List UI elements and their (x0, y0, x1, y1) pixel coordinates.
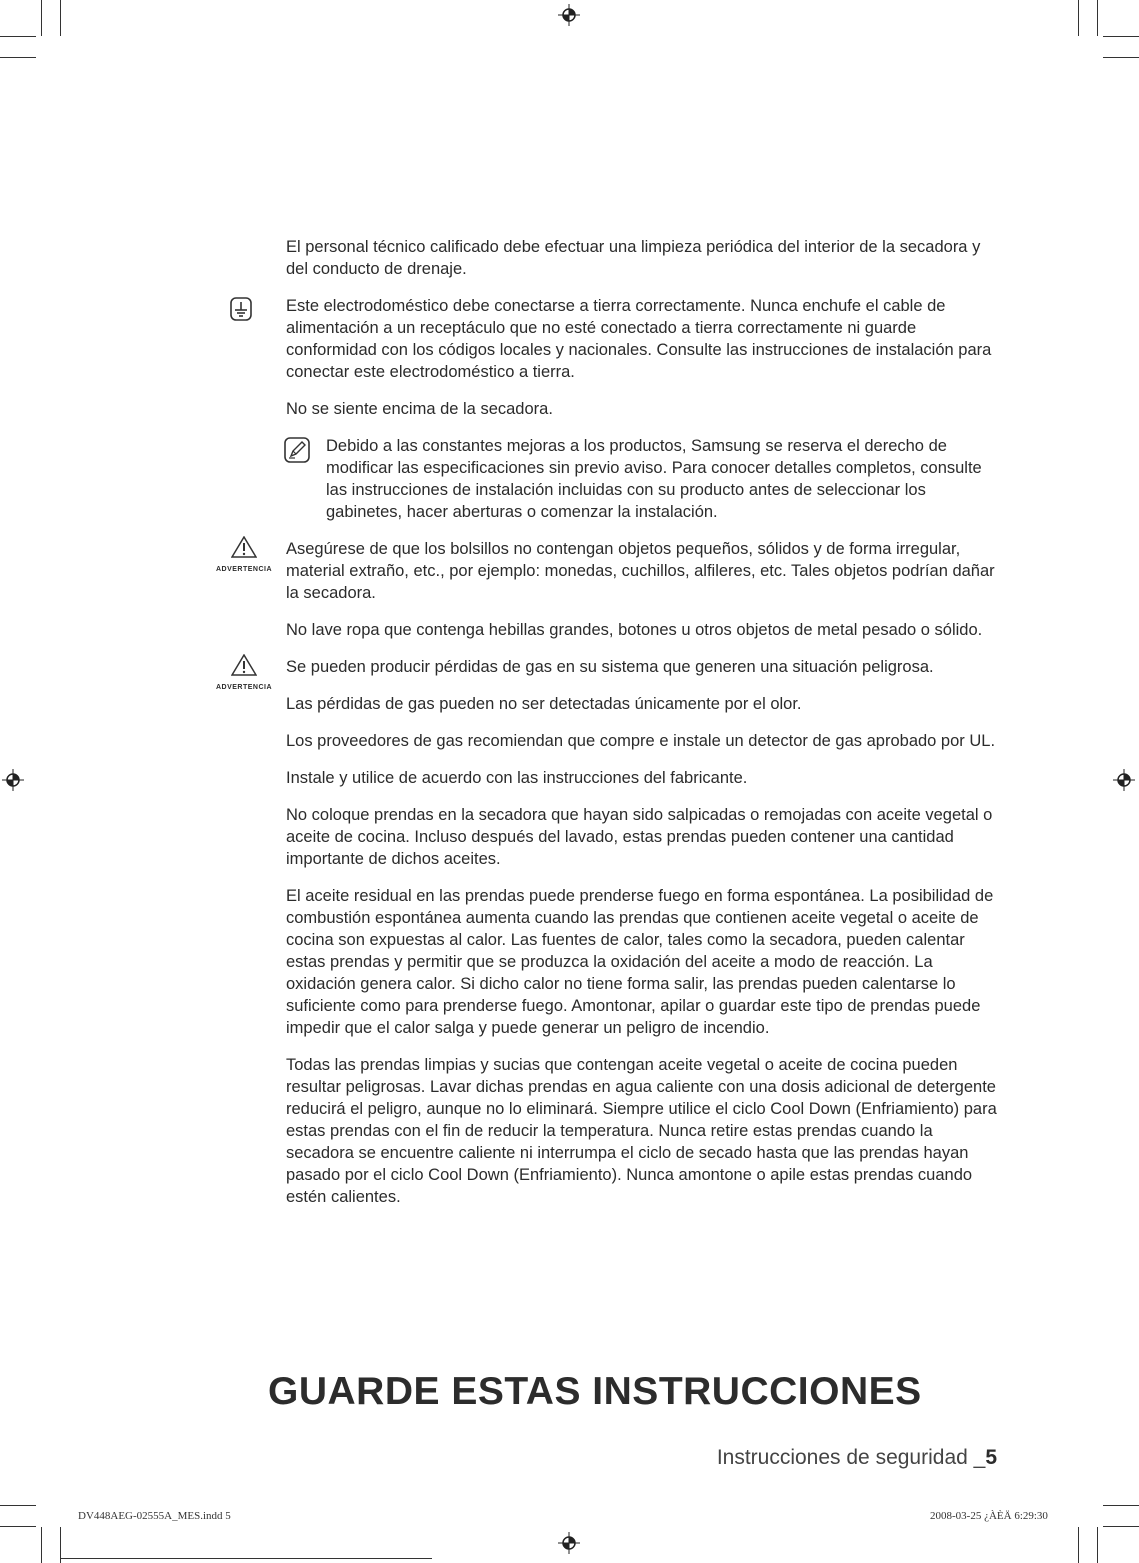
paragraph-text: Asegúrese de que los bolsillos no contengan objetos pequeños, sólidos y de forma irregular, material extraño, etc., por ejemplo: monedas, cuchillos, alfileres, etc. Tales objetos podrían dañar la secadora. (286, 540, 995, 602)
registration-mark-icon (1, 768, 25, 792)
warning-triangle-icon (231, 654, 257, 676)
paragraph: No lave ropa que contenga hebillas grandes, botones u otros objetos de metal pesado o sólido. (286, 621, 983, 639)
paragraph-text: Debido a las constantes mejoras a los productos, Samsung se reserva el derecho de modificar las especificaciones sin previo aviso. Para conocer detalles completos, consulte las instrucciones de instalación incluidas con su producto antes de seleccionar los gabinetes, hacer aberturas o comenzar la instalación. (326, 437, 982, 521)
paragraph: No se siente encima de la secadora. (286, 400, 553, 418)
crop-mark (41, 0, 42, 36)
registration-mark-icon (557, 1531, 581, 1555)
registration-mark-icon (1112, 768, 1136, 792)
paragraph-warning (215, 538, 998, 604)
crop-mark (1103, 36, 1139, 37)
page-title: GUARDE ESTAS INSTRUCCIONES (268, 1370, 922, 1413)
page-number: 5 (985, 1446, 997, 1469)
crop-mark (1078, 0, 1079, 36)
safety-content (215, 236, 998, 1223)
slug-timestamp: 2008-03-25 ¿ÀÈÄ 6:29:30 (930, 1510, 1048, 1522)
paragraph-text: Este electrodoméstico debe conectarse a tierra correctamente. Nunca enchufe el cable de alimentación a un receptáculo que no esté conectado a tierra correctamente ni guarde conformidad con los códigos locales y nacionales. Consulte las instrucciones de instalación para conectar este electrodoméstico a tierra. (286, 297, 992, 381)
section-name: Instrucciones de seguridad _ (716, 1446, 986, 1469)
paragraph: Instale y utilice de acuerdo con las instrucciones del fabricante. (286, 769, 748, 787)
crop-mark (1078, 1527, 1079, 1563)
crop-mark (0, 1505, 36, 1506)
paragraph-ground (286, 295, 998, 383)
paragraph: El aceite residual en las prendas puede prenderse fuego en forma espontánea. La posibilidad de combustión espontánea aumenta cuando las prendas que contienen aceite vegetal o aceite de cocina son expuestas al calor. Las fuentes de calor, tales como la secadora, pueden calentar estas prendas y permitir que se produzca la oxidación del aceite a modo de reacción. La oxidación genera calor. Si dicho calor no tiene forma salir, las prendas pueden calentarse lo suficiente como para prenderse fuego. Amontonar, apilar o guardar este tipo de prendas puede impedir que el calor salga y puede generar un peligro de incendio. (286, 887, 994, 1037)
note-pencil-icon (284, 437, 310, 463)
ground-symbol-icon (230, 297, 252, 321)
crop-mark (1103, 1526, 1139, 1527)
crop-mark (0, 1526, 36, 1527)
crop-mark (1097, 0, 1098, 36)
crop-mark (0, 57, 36, 58)
paragraph-warning (215, 656, 998, 691)
crop-mark (41, 1527, 42, 1563)
paragraph: Todas las prendas limpias y sucias que contengan aceite vegetal o aceite de cocina pueden resultar peligrosas. Lavar dichas prendas en agua caliente con una dosis adicional de detergente reducirá el peligro, aunque no lo eliminará. Siempre utilice el ciclo Cool Down (Enfriamiento) para estas prendas con el fin de reducir la temperatura. Nunca retire estas prendas cuando la secadora se encuentre caliente ni interrumpa el ciclo de secado hasta que las prendas hayan pasado por el ciclo Cool Down (Enfriamiento). Nunca amontone o apile estas prendas cuando estén calientes. (286, 1056, 997, 1206)
paragraph: No coloque prendas en la secadora que hayan sido salpicadas o remojadas con aceite vegetal o aceite de cocina. Incluso después del lavado, estas prendas pueden contener una cantidad importante de dichos aceites. (286, 806, 993, 868)
crop-mark (1103, 57, 1139, 58)
slug-rule (60, 1558, 432, 1559)
footer-section-label (717, 1446, 997, 1470)
paragraph: Los proveedores de gas recomiendan que compre e instale un detector de gas aprobado por UL. (286, 732, 996, 750)
paragraph-note (326, 435, 998, 523)
paragraph: Las pérdidas de gas pueden no ser detectadas únicamente por el olor. (286, 695, 802, 713)
warning-label: ADVERTENCIA (215, 566, 273, 573)
warning-triangle-icon (231, 536, 257, 558)
crop-mark (0, 36, 36, 37)
paragraph: El personal técnico calificado debe efectuar una limpieza periódica del interior de la secadora y del conducto de drenaje. (286, 238, 981, 278)
warning-label: ADVERTENCIA (215, 684, 273, 691)
warning-block (204, 654, 284, 699)
slug-file: DV448AEG-02555A_MES.indd 5 (78, 1510, 231, 1522)
warning-block (204, 536, 284, 581)
crop-mark (1103, 1505, 1139, 1506)
paragraph-text: Se pueden producir pérdidas de gas en su sistema que generen una situación peligrosa. (286, 658, 934, 676)
registration-mark-icon (557, 3, 581, 27)
crop-mark (60, 0, 61, 36)
crop-mark (1097, 1527, 1098, 1563)
